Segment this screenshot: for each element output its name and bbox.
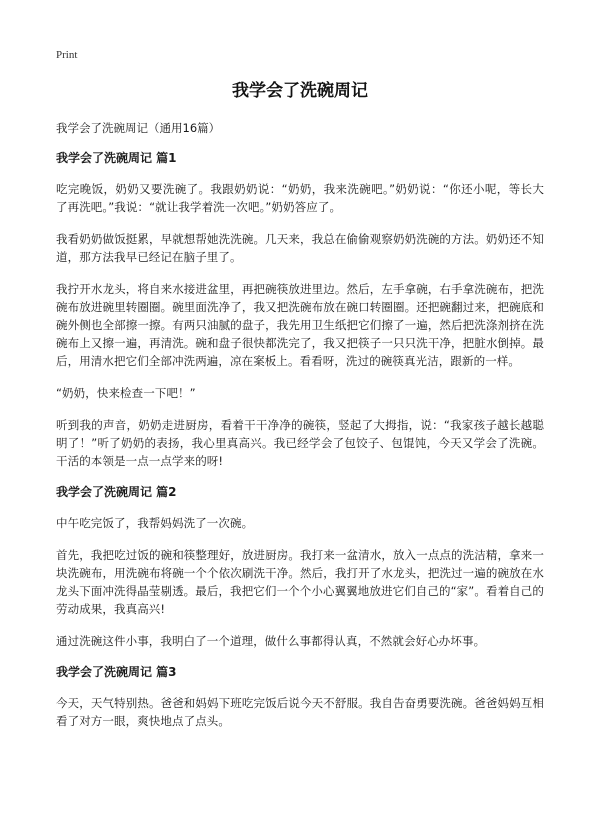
paragraph: “奶奶，快来检查一下吧！” <box>56 386 196 400</box>
article-body <box>56 120 544 744</box>
paragraph: 我拧开水龙头，将自来水接进盆里，再把碗筷放进里边。然后，左手拿碗，右手拿洗碗布，把洗碗布放进碗里转圈圈。碗里面洗净了，我又把洗碗布放在碗口转圈圈。还把碗翻过来，把碗底和碗外侧也全部擦一擦。有两只油腻的盘子，我先用卫生纸把它们擦了一遍，然后把洗涤剂挤在洗碗布上又擦一遍，再清洗。碗和盘子很快都洗完了，我又把筷子一只只洗干净，把脏水倒掉。最后，用清水把它们全部冲洗两遍，凉在案板上。看看呀，洗过的碗筷真光洁，跟新的一样。 <box>56 282 544 368</box>
section-2 <box>56 484 544 650</box>
paragraph: 听到我的声音，奶奶走进厨房，看着干干净净的碗筷，竖起了大拇指，说：“我家孩子越长越聪明了！”听了奶奶的表扬，我心里真高兴。我已经学会了包饺子、包馄饨，今天又学会了洗碗。干活的本领是一点一点学来的呀! <box>56 418 544 468</box>
paragraph: 我看奶奶做饭挺累，早就想帮她洗洗碗。几天来，我总在偷偷观察奶奶洗碗的方法。奶奶还不知道，那方法我早已经记在脑子里了。 <box>56 232 544 264</box>
section-3 <box>56 664 544 730</box>
section-heading: 我学会了洗碗周记 篇3 <box>56 665 177 679</box>
section-heading: 我学会了洗碗周记 篇1 <box>56 151 177 165</box>
paragraph: 吃完晚饭，奶奶又要洗碗了。我跟奶奶说：“奶奶，我来洗碗吧。”奶奶说：“你还小呢，等长大了再洗吧。”我说：“就让我学着洗一次吧。”奶奶答应了。 <box>56 182 544 214</box>
print-link[interactable]: Print <box>56 49 78 61</box>
article-subtitle: 我学会了洗碗周记（通用16篇） <box>56 121 221 135</box>
section-1 <box>56 150 544 470</box>
section-heading: 我学会了洗碗周记 篇2 <box>56 485 177 499</box>
page-title: 我学会了洗碗周记 <box>232 81 368 101</box>
paragraph: 中午吃完饭了，我帮妈妈洗了一次碗。 <box>56 516 254 530</box>
paragraph: 首先，我把吃过饭的碗和筷整理好，放进厨房。我打来一盆清水，放入一点点的洗洁精，拿来一块洗碗布，用洗碗布将碗一个个依次刷洗干净。然后，我打开了水龙头，把洗过一遍的碗放在水龙头下面冲洗得晶莹剔透。最后，我把它们一个个小心翼翼地放进它们自己的“家”。看着自己的劳动成果，我真高兴! <box>56 548 544 616</box>
paragraph: 今天，天气特别热。爸爸和妈妈下班吃完饭后说今天不舒服。我自告奋勇要洗碗。爸爸妈妈互相看了对方一眼，爽快地点了点头。 <box>56 696 544 728</box>
paragraph: 通过洗碗这件小事，我明白了一个道理，做什么事都得认真，不然就会好心办坏事。 <box>56 634 486 648</box>
